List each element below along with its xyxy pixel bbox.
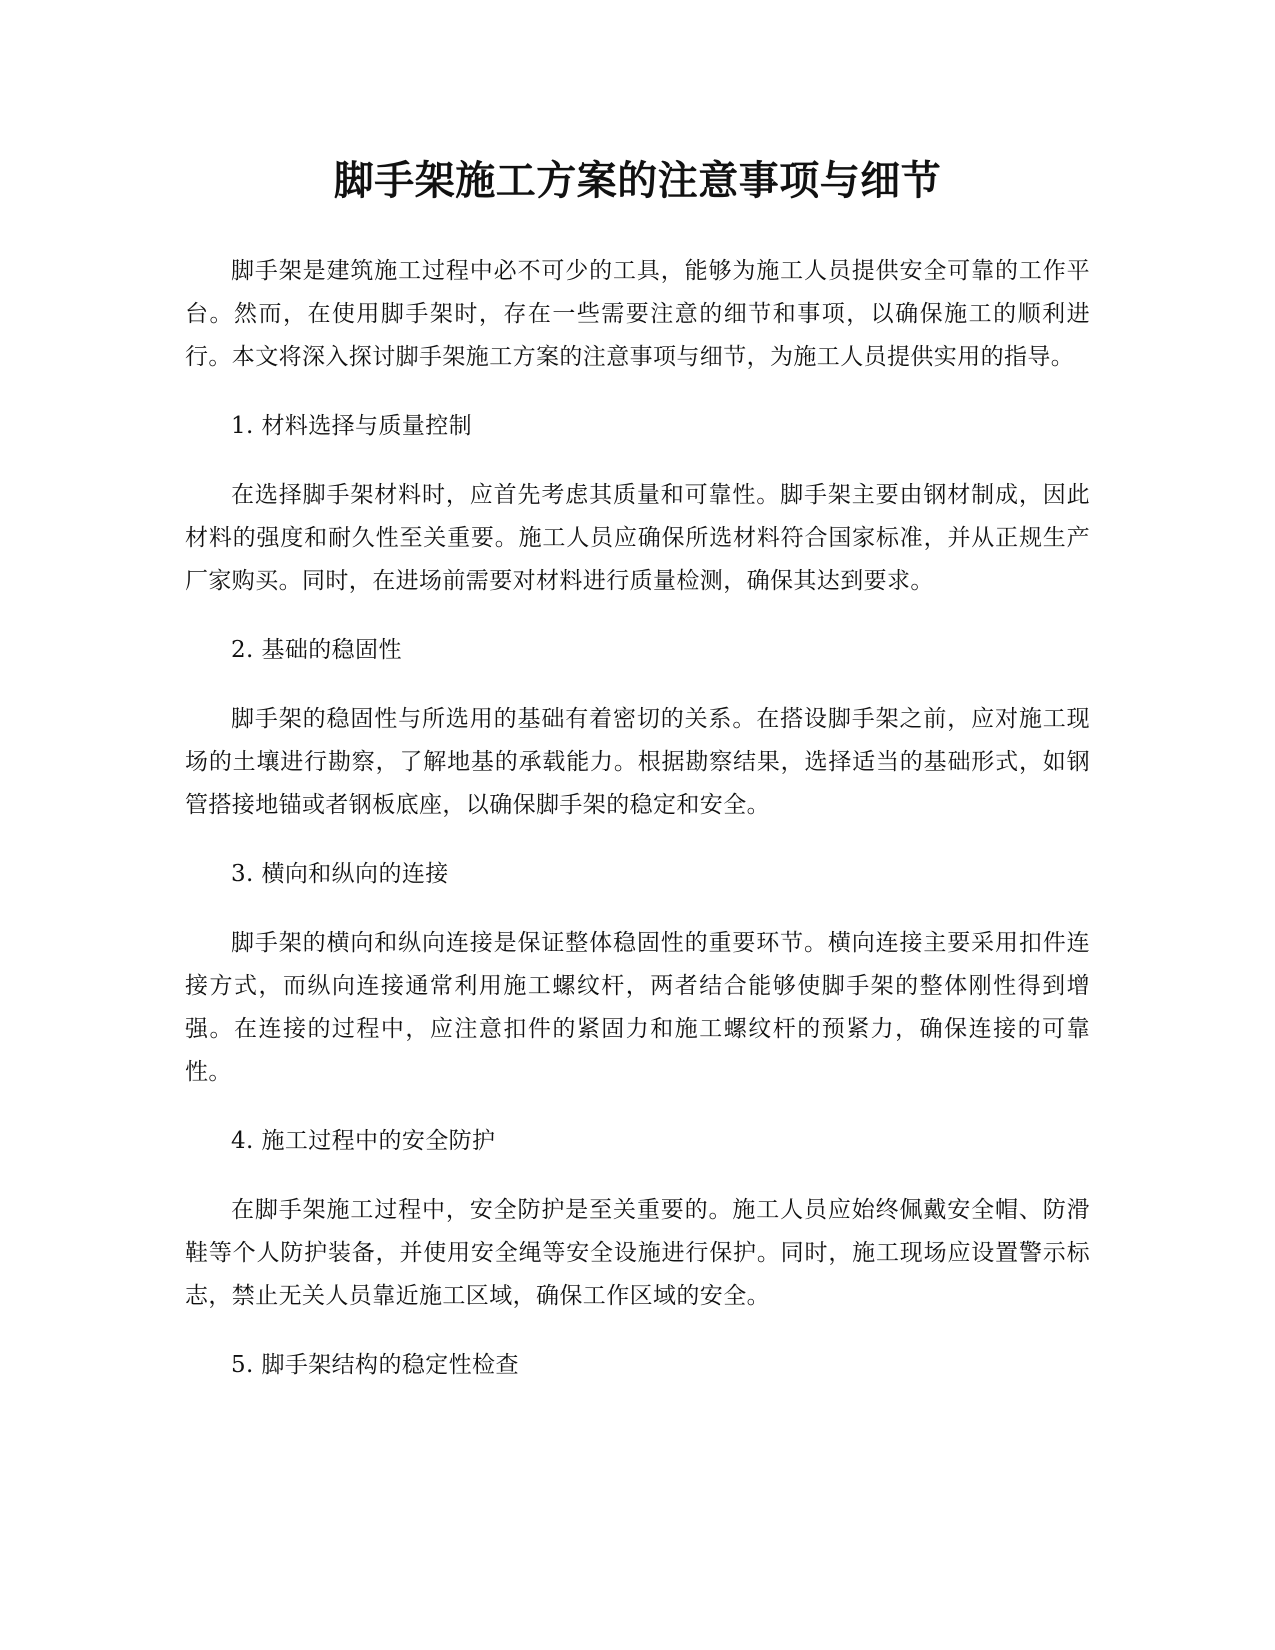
section-body-4: 在脚手架施工过程中，安全防护是至关重要的。施工人员应始终佩戴安全帽、防滑鞋等个人防护装备，并使用安全绳等安全设施进行保护。同时，施工现场应设置警示标志，禁止无关人员靠近施工区域，确保工作区域的安全。 [185,1197,1090,1309]
section-heading-4: 4. 施工过程中的安全防护 [231,1128,496,1154]
section-heading-3: 3. 横向和纵向的连接 [231,861,449,887]
document-title: 脚手架施工方案的注意事项与细节 [333,158,942,204]
document-page [185,150,1090,1413]
section-heading-2: 2. 基础的稳固性 [231,637,402,663]
section-heading-5: 5. 脚手架结构的稳定性检查 [231,1352,519,1378]
section-body-2: 脚手架的稳固性与所选用的基础有着密切的关系。在搭设脚手架之前，应对施工现场的土壤进行勘察，了解地基的承载能力。根据勘察结果，选择适当的基础形式，如钢管搭接地锚或者钢板底座，以确保脚手架的稳定和安全。 [185,706,1090,818]
section-heading-1: 1. 材料选择与质量控制 [231,413,473,439]
section-body-1: 在选择脚手架材料时，应首先考虑其质量和可靠性。脚手架主要由钢材制成，因此材料的强度和耐久性至关重要。施工人员应确保所选材料符合国家标准，并从正规生产厂家购买。同时，在进场前需要对材料进行质量检测，确保其达到要求。 [185,482,1090,594]
intro-paragraph: 脚手架是建筑施工过程中必不可少的工具，能够为施工人员提供安全可靠的工作平台。然而，在使用脚手架时，存在一些需要注意的细节和事项，以确保施工的顺利进行。本文将深入探讨脚手架施工方案的注意事项与细节，为施工人员提供实用的指导。 [185,258,1090,370]
section-body-3: 脚手架的横向和纵向连接是保证整体稳固性的重要环节。横向连接主要采用扣件连接方式，而纵向连接通常利用施工螺纹杆，两者结合能够使脚手架的整体刚性得到增强。在连接的过程中，应注意扣件的紧固力和施工螺纹杆的预紧力，确保连接的可靠性。 [185,930,1090,1085]
